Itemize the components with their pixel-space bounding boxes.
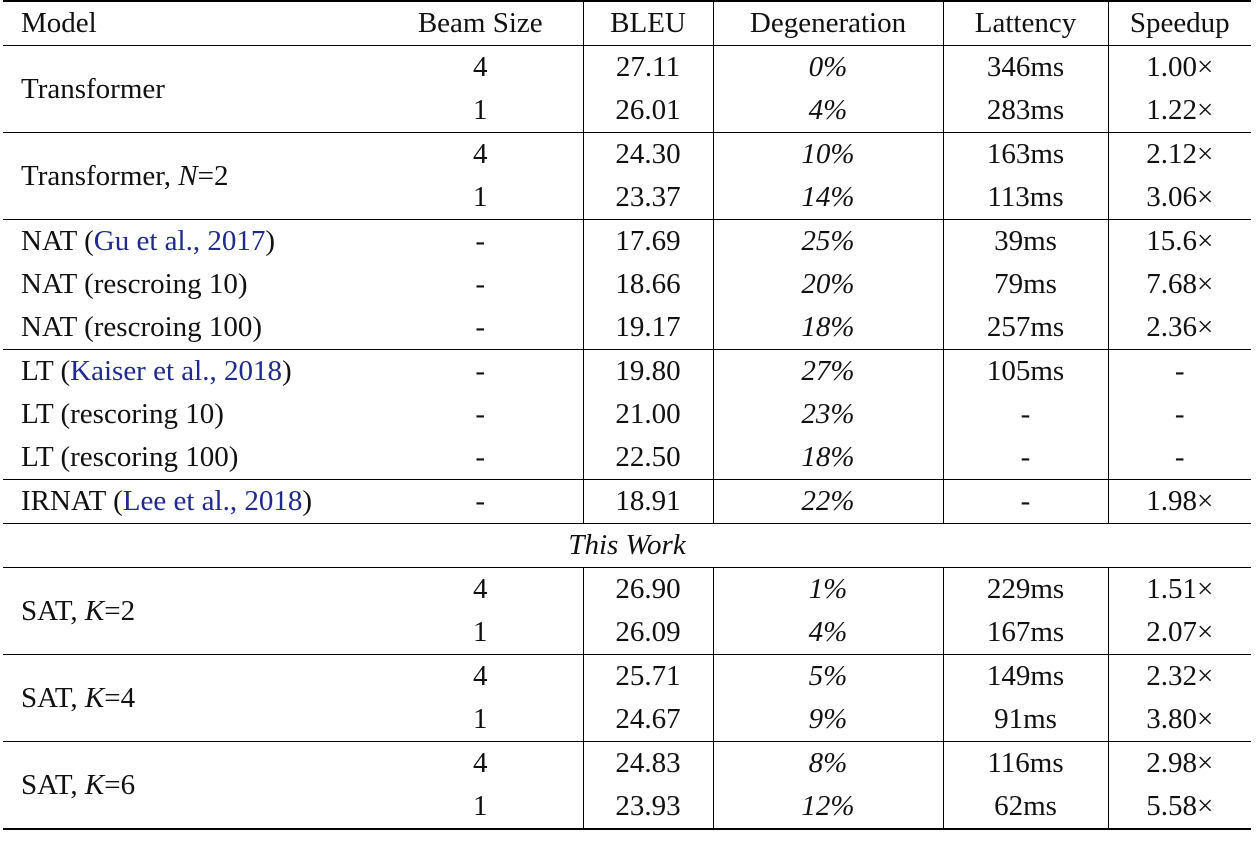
degeneration-cell: 0% <box>713 46 943 90</box>
bleu-cell: 22.50 <box>583 436 713 480</box>
latency-cell: - <box>943 393 1108 436</box>
speedup-cell: 3.80× <box>1108 698 1251 742</box>
model-name: Transformer <box>21 72 165 105</box>
param-variable: K <box>84 681 105 714</box>
bleu-cell: 19.80 <box>583 350 713 394</box>
beam-size-cell: 4 <box>378 133 583 177</box>
degeneration-cell: 27% <box>713 350 943 394</box>
latency-cell: 116ms <box>943 742 1108 786</box>
speedup-cell: 2.32× <box>1108 655 1251 699</box>
speedup-cell: 15.6× <box>1108 220 1251 264</box>
model-name: NAT (rescroing 10) <box>21 268 248 300</box>
speedup-cell: 3.06× <box>1108 176 1251 220</box>
bleu-cell: 24.67 <box>583 698 713 742</box>
speedup-cell: 5.58× <box>1108 785 1251 829</box>
bleu-cell: 27.11 <box>583 46 713 90</box>
model-cell <box>3 436 378 480</box>
model-name: SAT, <box>21 681 85 714</box>
table-row <box>3 220 1251 264</box>
bleu-cell: 17.69 <box>583 220 713 264</box>
degeneration-cell: 22% <box>713 480 943 524</box>
bleu-cell: 24.83 <box>583 742 713 786</box>
latency-cell: 283ms <box>943 89 1108 133</box>
table-row <box>3 133 1251 177</box>
table-row <box>3 306 1251 350</box>
section-label: This Work <box>3 524 1251 568</box>
beam-size-cell: 4 <box>378 568 583 612</box>
model-name-suffix: ) <box>281 355 292 387</box>
bleu-cell: 24.30 <box>583 133 713 177</box>
latency-cell: 149ms <box>943 655 1108 699</box>
latency-cell: - <box>943 480 1108 524</box>
beam-size-cell: - <box>475 441 486 473</box>
beam-size-cell: - <box>475 311 486 343</box>
model-name: LT (rescoring 10) <box>21 398 224 430</box>
beam-size-cell: - <box>475 398 486 430</box>
param-value: =2 <box>104 594 136 627</box>
model-cell <box>3 568 378 655</box>
model-name: Transformer, <box>21 159 179 192</box>
bleu-cell: 19.17 <box>583 306 713 350</box>
model-cell <box>3 350 378 394</box>
bleu-cell: 25.71 <box>583 655 713 699</box>
degeneration-cell: 18% <box>713 306 943 350</box>
speedup-cell: - <box>1108 393 1251 436</box>
beam-size-cell: - <box>378 350 583 394</box>
citation-link[interactable]: Gu et al., 2017 <box>93 225 266 257</box>
model-name: SAT, <box>21 768 85 801</box>
table-row <box>3 393 1251 436</box>
model-cell <box>3 220 378 264</box>
speedup-cell: - <box>1108 350 1251 394</box>
param-variable: K <box>84 594 105 627</box>
latency-cell: 113ms <box>943 176 1108 220</box>
beam-size-cell: 1 <box>473 703 488 735</box>
bleu-cell: 18.91 <box>583 480 713 524</box>
latency-cell: 79ms <box>943 263 1108 306</box>
model-cell <box>3 133 378 220</box>
section-row <box>3 524 1251 568</box>
beam-size-cell: 4 <box>378 742 583 786</box>
results-body <box>3 46 1251 830</box>
latency-cell: 257ms <box>943 306 1108 350</box>
latency-cell: 163ms <box>943 133 1108 177</box>
speedup-cell: 1.00× <box>1108 46 1251 90</box>
degeneration-cell: 1% <box>713 568 943 612</box>
beam-size-cell: 1 <box>473 616 488 648</box>
model-name-suffix: ) <box>265 225 276 257</box>
speedup-cell: 2.12× <box>1108 133 1251 177</box>
header-degeneration: Degeneration <box>713 1 943 46</box>
degeneration-cell: 18% <box>713 436 943 480</box>
model-name: NAT (rescroing 100) <box>21 311 263 343</box>
param-value: =6 <box>104 768 136 801</box>
bleu-cell: 26.09 <box>583 611 713 655</box>
latency-cell: 346ms <box>943 46 1108 90</box>
bleu-cell: 23.93 <box>583 785 713 829</box>
model-cell <box>3 393 378 436</box>
model-name: SAT, <box>21 594 85 627</box>
degeneration-cell: 9% <box>713 698 943 742</box>
param-value: =2 <box>197 159 229 192</box>
table-row <box>3 46 1251 90</box>
latency-cell: - <box>943 436 1108 480</box>
bleu-cell: 26.01 <box>583 89 713 133</box>
beam-size-cell: - <box>378 480 583 524</box>
latency-cell: 62ms <box>943 785 1108 829</box>
table-row <box>3 568 1251 612</box>
model-cell <box>3 480 378 524</box>
param-variable: K <box>84 768 105 801</box>
degeneration-cell: 23% <box>713 393 943 436</box>
table-row <box>3 742 1251 786</box>
latency-cell: 39ms <box>943 220 1108 264</box>
model-cell <box>3 742 378 830</box>
model-cell <box>3 655 378 742</box>
header-row <box>3 1 1251 46</box>
table-row <box>3 263 1251 306</box>
model-name: LT ( <box>21 355 71 387</box>
bleu-cell: 21.00 <box>583 393 713 436</box>
speedup-cell: 1.51× <box>1108 568 1251 612</box>
param-variable: N <box>178 159 198 192</box>
degeneration-cell: 20% <box>713 263 943 306</box>
results-table <box>3 0 1251 830</box>
latency-cell: 229ms <box>943 568 1108 612</box>
beam-size-cell: 1 <box>473 181 488 213</box>
model-cell <box>3 263 378 306</box>
speedup-cell: 2.36× <box>1108 306 1251 350</box>
model-name: LT (rescoring 100) <box>21 441 239 473</box>
header-bleu: BLEU <box>583 1 713 46</box>
beam-size-cell: 1 <box>378 785 583 829</box>
degeneration-cell: 4% <box>713 89 943 133</box>
speedup-cell: 2.07× <box>1108 611 1251 655</box>
table-row <box>3 655 1251 699</box>
beam-size-cell: - <box>378 220 583 264</box>
bleu-cell: 23.37 <box>583 176 713 220</box>
degeneration-cell: 14% <box>713 176 943 220</box>
beam-size-cell: 4 <box>378 46 583 90</box>
speedup-cell: 1.22× <box>1108 89 1251 133</box>
bleu-cell: 26.90 <box>583 568 713 612</box>
degeneration-cell: 8% <box>713 742 943 786</box>
model-cell <box>3 46 378 133</box>
beam-size-cell: - <box>475 268 486 300</box>
model-name: IRNAT ( <box>21 485 123 517</box>
model-name: NAT ( <box>21 225 94 257</box>
latency-cell: 167ms <box>943 611 1108 655</box>
table-row <box>3 436 1251 480</box>
latency-cell: 91ms <box>943 698 1108 742</box>
beam-size-cell: 4 <box>378 655 583 699</box>
latency-cell: 105ms <box>943 350 1108 394</box>
header-latency: Lattency <box>943 1 1108 46</box>
degeneration-cell: 5% <box>713 655 943 699</box>
table-row <box>3 350 1251 394</box>
bleu-cell: 18.66 <box>583 263 713 306</box>
table-row <box>3 480 1251 524</box>
param-value: =4 <box>104 681 136 714</box>
beam-size-cell: 1 <box>473 94 488 126</box>
degeneration-cell: 12% <box>713 785 943 829</box>
speedup-cell: 7.68× <box>1108 263 1251 306</box>
degeneration-cell: 25% <box>713 220 943 264</box>
model-name-suffix: ) <box>302 485 313 517</box>
degeneration-cell: 4% <box>713 611 943 655</box>
citation-link[interactable]: Kaiser et al., 2018 <box>70 355 282 387</box>
speedup-cell: 2.98× <box>1108 742 1251 786</box>
header-model: Model <box>3 1 378 46</box>
degeneration-cell: 10% <box>713 133 943 177</box>
header-speedup: Speedup <box>1108 1 1251 46</box>
speedup-cell: - <box>1108 436 1251 480</box>
model-cell <box>3 306 378 350</box>
citation-link[interactable]: Lee et al., 2018 <box>122 485 303 517</box>
header-beam-size: Beam Size <box>378 1 583 46</box>
speedup-cell: 1.98× <box>1108 480 1251 524</box>
